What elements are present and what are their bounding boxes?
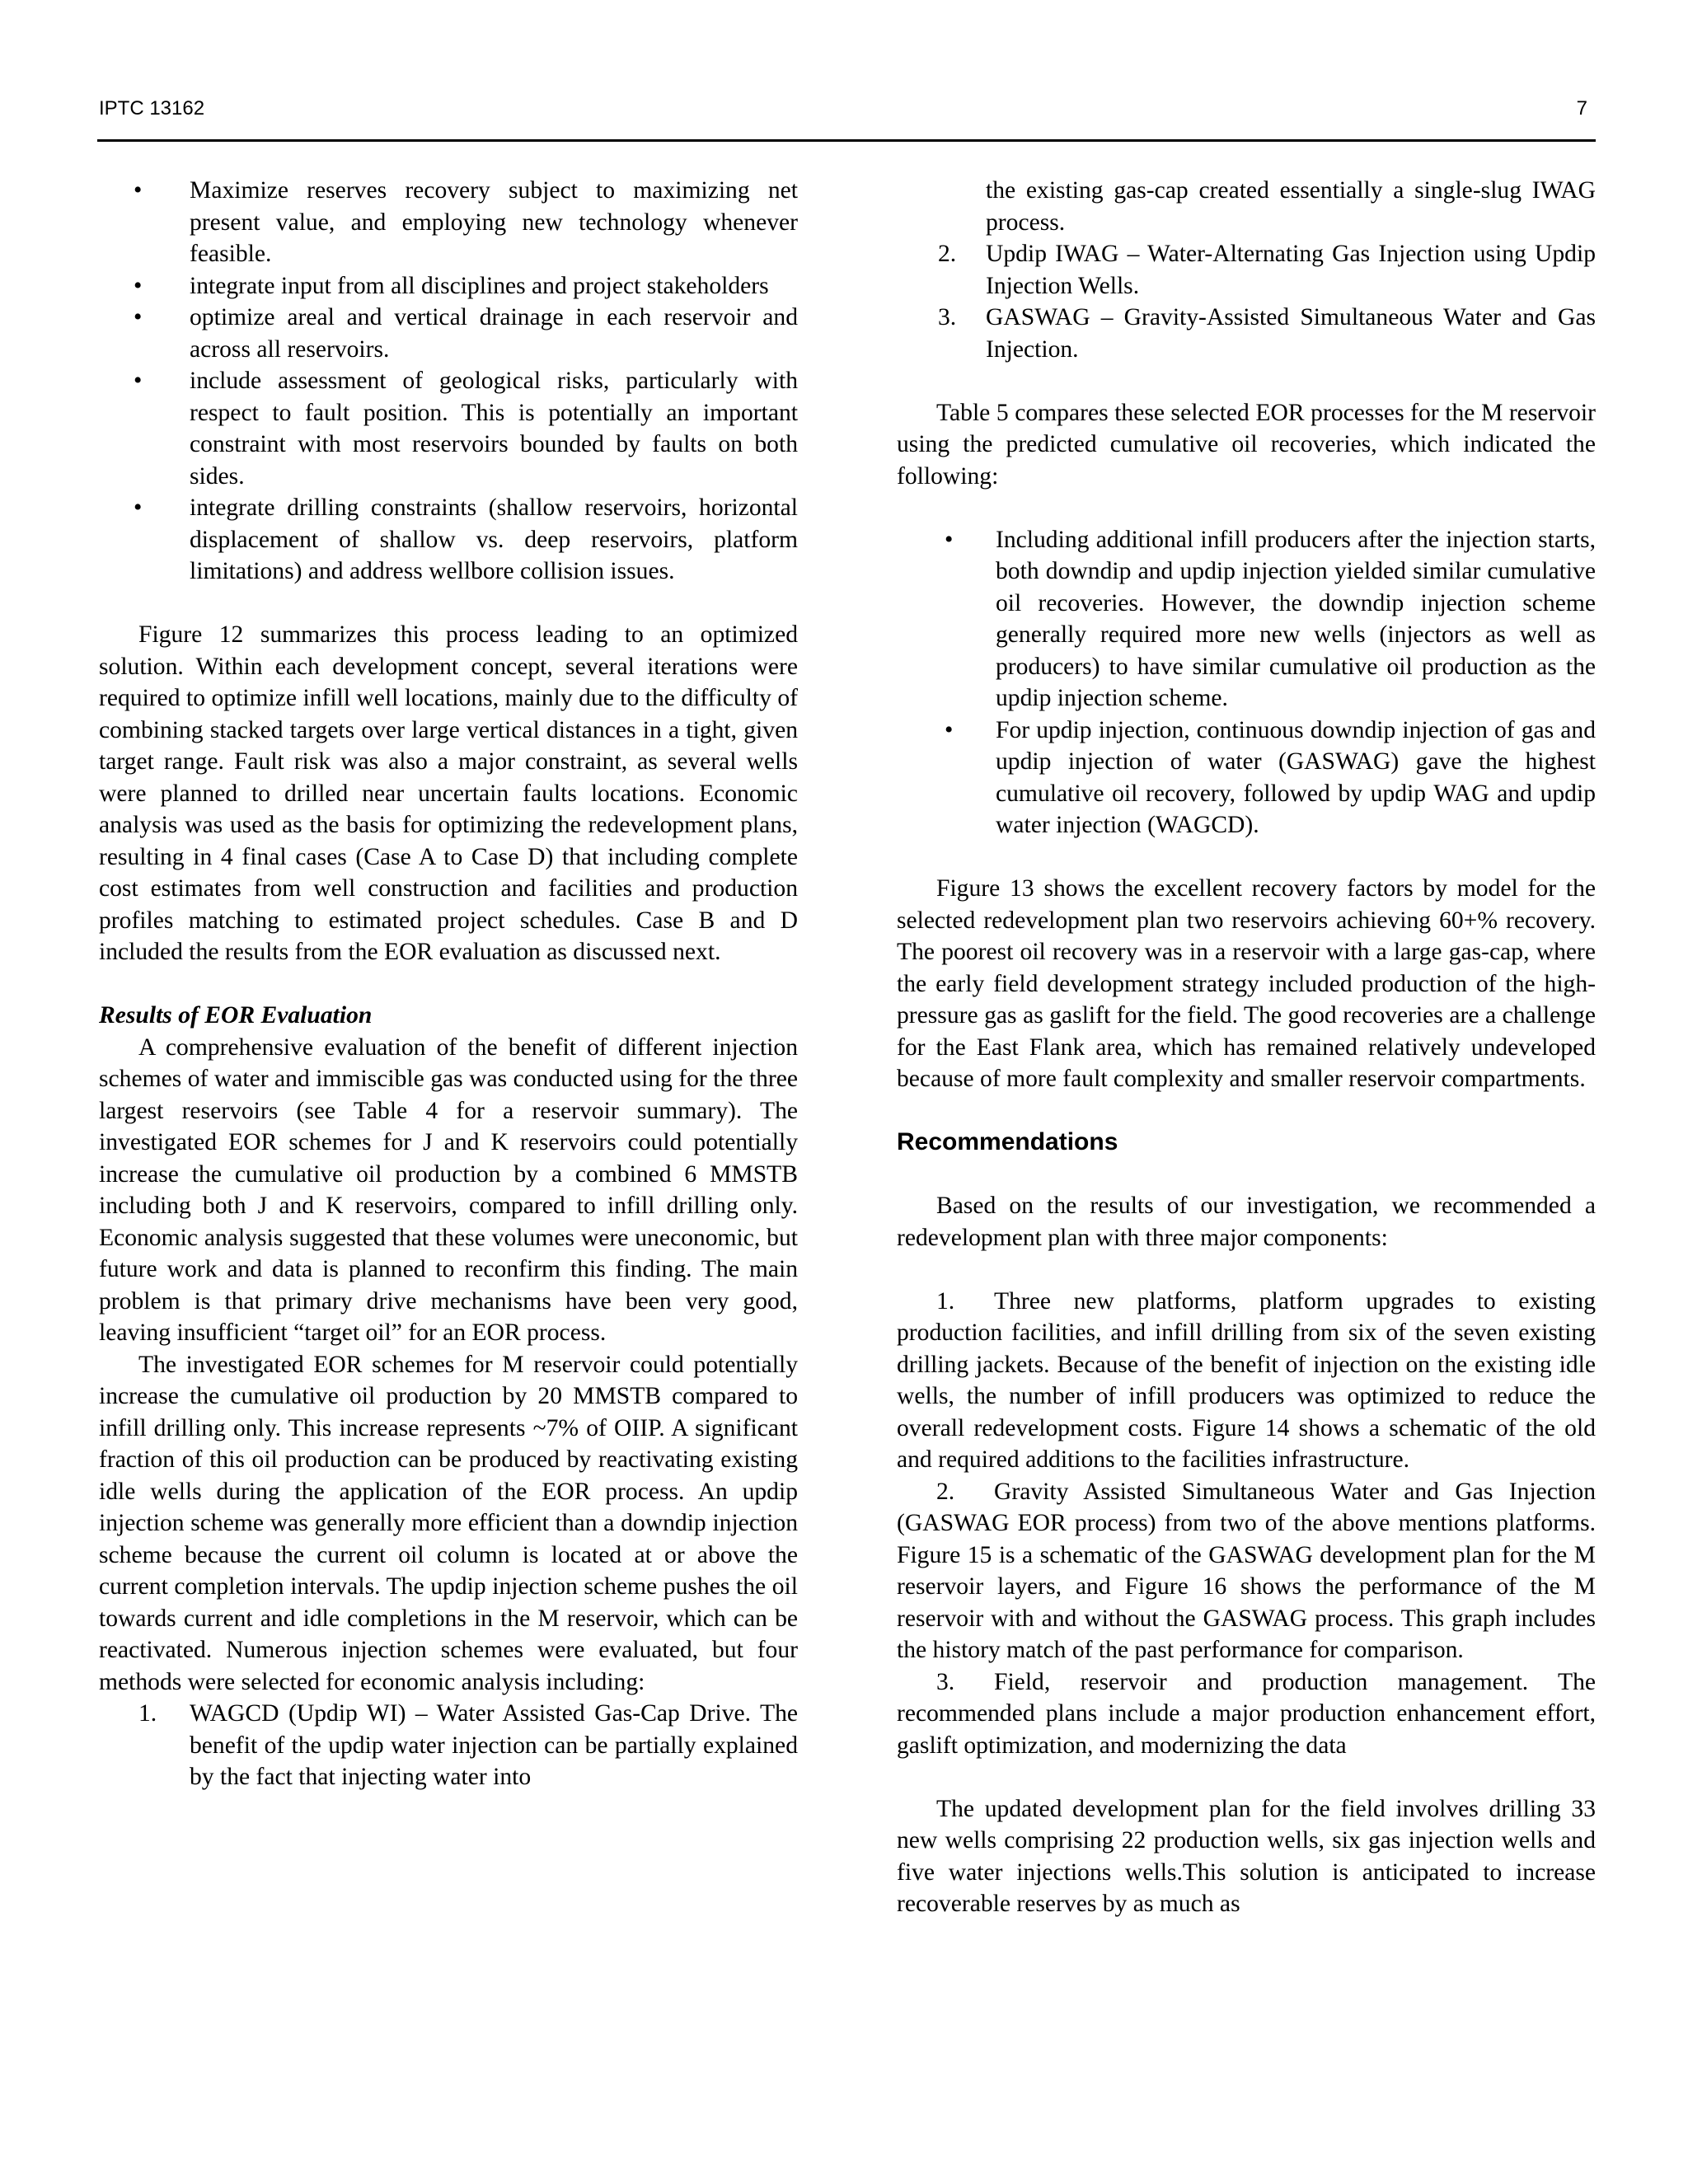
paragraph-table-5: Table 5 compares these selected EOR processes for the M reservoir using the predicted cumulative oil recoveries, which indicated the following: — [897, 399, 1596, 490]
right-column — [897, 175, 1596, 1920]
paragraph-eor-m: The investigated EOR schemes for M reservoir could potentially increase the cumulative oil production by 20 MMSTB compared to infill drilling only. This increase represents ~7% of OIIP. A significant fraction of this oil production can be produced by reactivating existing idle wells during the application of the EOR process. An updip injection scheme was generally more efficient than a downdip injection scheme because the current oil column is located at or above the current completion intervals. The updip injection scheme pushes the oil towards current and idle completions in the M reservoir, which can be reactivated. Numerous injection schemes were evaluated, but four methods were selected for economic analysis including: — [99, 1351, 798, 1695]
paragraph-figure-12: Figure 12 summarizes this process leading to an optimized solution. Within each development concept, several iterations were required to optimize infill well locations, mainly due to the difficulty of combining stacked targets over large vertical distances in a tight, given target range. Fault risk was also a major constraint, as several wells were planned to drilled near uncertain faults locations. Economic analysis was used as the basis for optimizing the redevelopment plans, resulting in 4 final cases (Case A to Case D) that including complete cost estimates from well construction and facilities and production profiles matching to estimated project schedules. Case B and D included the results from the EOR evaluation as discussed next. — [99, 621, 798, 965]
bullet-icon: • — [134, 272, 143, 299]
list-item: • integrate input from all disciplines and project stakeholders — [99, 270, 798, 302]
list-item: • Including additional infill producers after the injection starts, both downdip and updip injection yielded similar cumulative oil recoveries. However, the downdip injection scheme generally required more new wells (injectors as well as producers) to have similar cumulative oil production as the updip injection scheme. — [897, 524, 1596, 715]
recommendation-item: 3. Field, reservoir and production management. The recommended plans include a major production enhancement effort, gaslift optimization, and modernizing the data — [897, 1666, 1596, 1762]
list-item: 2. Updip IWAG – Water-Alternating Gas Injection using Updip Injection Wells. — [897, 238, 1596, 302]
eor-methods-list — [99, 1698, 798, 1793]
subheading-eor-results: Results of EOR Evaluation — [99, 1002, 373, 1029]
bullet-icon: • — [945, 526, 954, 553]
list-number: 2. — [938, 241, 957, 267]
list-item: the existing gas-cap created essentially a single-slug IWAG process. — [986, 177, 1596, 236]
header-rule — [97, 139, 1596, 142]
list-number: 3. — [936, 1668, 955, 1695]
paragraph-recommendations-intro: Based on the results of our investigation, we recommended a redevelopment plan with three major components: — [897, 1193, 1596, 1251]
paragraph-eor-jk: A comprehensive evaluation of the benefit of different injection schemes of water and immiscible gas was conducted using for the three largest reservoirs (see Table 4 for a reservoir summary). The investigated EOR schemes for J and K reservoirs could potentially increase the cumulative oil production by a combined 6 MMSTB including both J and K reservoirs, compared to infill drilling only. Economic analysis suggested that these volumes were uneconomic, but future work and data is planned to reconfirm this finding. The main problem is that primary drive mechanisms have been very good, leaving insufficient “target oil” for an EOR process. — [99, 1033, 798, 1346]
recommendation-item: 1. Three new platforms, platform upgrades to existing production facilities, and infill drilling from six of the seven existing drilling jackets. Because of the benefit of injection on the existing idle wells, the number of infill producers was optimized to reduce the overall redevelopment costs. Figure 14 shows a schematic of the old and required additions to the facilities infrastructure. — [897, 1286, 1596, 1476]
list-item: • Maximize reserves recovery subject to maximizing net present value, and employing new technology whenever feasible. — [99, 175, 798, 270]
list-item: • include assessment of geological risks, particularly with respect to fault position. This is potentially an important constraint with most reservoirs bounded by faults on both sides. — [99, 365, 798, 492]
left-column — [99, 175, 798, 1793]
list-number: 2. — [936, 1478, 955, 1505]
findings-bullet-list — [897, 524, 1596, 841]
list-number: 1. — [138, 1700, 157, 1727]
bullet-icon: • — [134, 177, 143, 204]
list-item: • optimize areal and vertical drainage in each reservoir and across all reservoirs. — [99, 302, 798, 365]
list-item: 1. WAGCD (Updip WI) – Water Assisted Gas-Cap Drive. The benefit of the updip water injection can be partially explained by the fact that injecting water into — [99, 1698, 798, 1793]
paragraph-figure-13: Figure 13 shows the excellent recovery factors by model for the selected redevelopment plan two reservoirs achieving 60+% recovery. The poorest oil recovery was in a reservoir with a large gas-cap, where the early field development strategy included production of the high-pressure gas as gaslift for the field. The good recoveries are a challenge for the East Flank area, which has remained relatively undeveloped because of more fault complexity and smaller reservoir compartments. — [897, 875, 1596, 1092]
bullet-icon: • — [945, 716, 954, 743]
list-number: 1. — [936, 1287, 955, 1315]
section-heading-recommendations: Recommendations — [897, 1128, 1118, 1155]
header-paper-id: IPTC 13162 — [99, 97, 205, 120]
objectives-bullet-list — [99, 175, 798, 588]
eor-methods-list-continued — [897, 175, 1596, 365]
list-number: 3. — [938, 304, 957, 330]
list-item: 3. GASWAG – Gravity-Assisted Simultaneous Water and Gas Injection. — [897, 302, 1596, 365]
paragraph-development-plan: The updated development plan for the field involves drilling 33 new wells comprising 22 production wells, six gas injection wells and five water injections wells.This solution is anticipated to increase recoverable reserves by as much as — [897, 1795, 1596, 1917]
bullet-icon: • — [134, 494, 143, 521]
bullet-icon: • — [134, 304, 143, 330]
list-item: • For updip injection, continuous downdip injection of gas and updip injection of water (GASWAG) gave the highest cumulative oil recovery, followed by updip WAG and updip water injection (WAGCD). — [897, 715, 1596, 841]
bullet-icon: • — [134, 368, 143, 394]
recommendation-item: 2. Gravity Assisted Simultaneous Water and Gas Injection (GASWAG EOR process) from two of the above mentions platforms. Figure 15 is a schematic of the GASWAG development plan for the M reservoir layers, and Figure 16 shows the performance of the M reservoir with and without the GASWAG process. This graph includes the history match of the past performance for comparison. — [897, 1476, 1596, 1666]
header-page-number: 7 — [1576, 97, 1587, 120]
list-item: • integrate drilling constraints (shallow reservoirs, horizontal displacement of shallow vs. deep reservoirs, platform limitations) and address wellbore collision issues. — [99, 492, 798, 588]
